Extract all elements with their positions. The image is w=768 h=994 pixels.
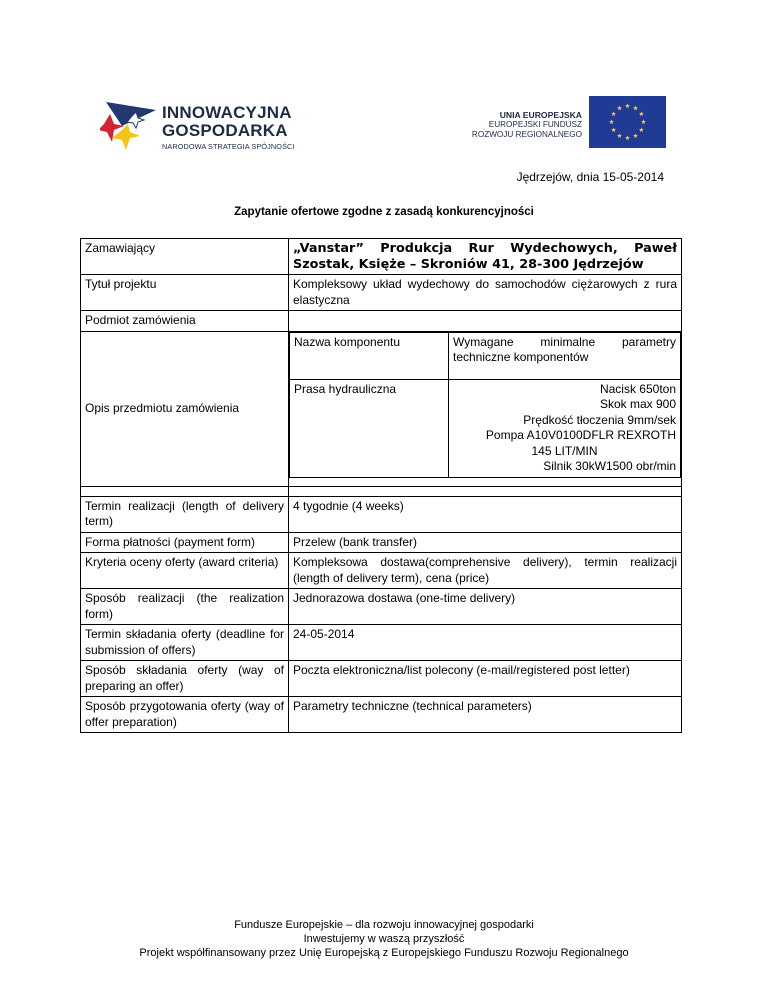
eu-logo — [448, 92, 666, 158]
footer-line-3: Projekt współfinansowany przez Unię Europejską z Europejskiego Funduszu Rozwoju Regionalnego — [139, 947, 629, 959]
table-row — [81, 311, 682, 332]
table-row — [81, 553, 682, 589]
forma-platnosci-value: Przelew (bank transfer) — [289, 532, 682, 553]
table-row — [81, 532, 682, 553]
opis-przedmiotu-label: Opis przedmiotu zamówienia — [81, 331, 289, 486]
spec-item: Pompa A10V0100DFLR REXROTH — [485, 428, 676, 442]
footer-line-2: Inwestujemy w waszą przyszłość — [303, 933, 465, 945]
sposob-realizacji-label: Sposób realizacji (the realization form) — [81, 589, 289, 625]
termin-realizacji-value: 4 tygodnie (4 weeks) — [289, 496, 682, 532]
date-line: Jędrzejów, dnia 15-05-2014 — [516, 170, 664, 184]
sposob-skladania-value: Poczta elektroniczna/list polecony (e-mail/registered post letter) — [289, 661, 682, 697]
table-row — [81, 486, 682, 496]
sposob-skladania-label: Sposób składania oferty (way of preparing an offer) — [81, 661, 289, 697]
spec-item: Nacisk 650ton — [599, 381, 676, 396]
component-name-header: Nazwa komponentu — [290, 332, 449, 379]
sposob-przygotowania-value: Parametry techniczne (technical parameters) — [289, 697, 682, 733]
podmiot-zamowienia-label: Podmiot zamówienia — [81, 311, 289, 332]
table-row — [81, 661, 682, 697]
eu-flag-icon — [589, 96, 666, 148]
table-row — [81, 496, 682, 532]
logo-line-3: NARODOWA STRATEGIA SPÓJNOŚCI — [162, 142, 295, 151]
page-footer — [0, 918, 768, 960]
table-row — [290, 379, 681, 477]
zamawiajacy-value: „Vanstar” Produkcja Rur Wydechowych, Paweł Szostak, Księże – Skroniów 41, 28-300 Jędrzejów — [289, 239, 682, 275]
table-row — [81, 625, 682, 661]
kryteria-label: Kryteria oceny oferty (award criteria) — [81, 553, 289, 589]
termin-skladania-value: 24-05-2014 — [289, 625, 682, 661]
eu-logo-line-1: UNIA EUROPEJSKA — [499, 110, 582, 120]
logo-line-1: INNOWACYJNA — [162, 103, 292, 122]
kryteria-value: Kompleksowa dostawa(comprehensive delivery), termin realizacji (length of delivery term), cena (price) — [289, 553, 682, 589]
zamawiajacy-label: Zamawiający — [81, 239, 289, 275]
spacer-cell — [289, 486, 682, 496]
opis-przedmiotu-cell — [289, 331, 682, 486]
spec-item: Prędkość tłoczenia 9mm/sek — [523, 412, 676, 427]
footer-line-1: Fundusze Europejskie – dla rozwoju innowacyjnej gospodarki — [234, 919, 534, 931]
termin-realizacji-label: Termin realizacji (length of delivery term) — [81, 496, 289, 532]
logo-line-2: GOSPODARKA — [162, 121, 288, 140]
eu-logo-line-2: EUROPEJSKI FUNDUSZ — [488, 120, 582, 129]
innowacyjna-gospodarka-logo — [100, 96, 340, 156]
component-params-header: Wymagane minimalne parametry techniczne komponentów — [449, 332, 681, 379]
spec-item: Skok max 900 — [599, 397, 676, 411]
tytul-projektu-label: Tytuł projektu — [81, 275, 289, 311]
stars-logo-icon — [100, 96, 158, 154]
table-row — [81, 589, 682, 625]
component-specs — [449, 379, 681, 477]
eu-logo-line-3: ROZWOJU REGIONALNEGO — [471, 130, 582, 139]
spec-item: Silnik 30kW1500 obr/min — [543, 459, 676, 473]
podmiot-zamowienia-value — [289, 311, 682, 332]
spec-item: 145 LIT/MIN — [531, 443, 598, 458]
spacer-cell — [81, 486, 289, 496]
component-name: Prasa hydrauliczna — [290, 379, 449, 477]
table-row — [81, 239, 682, 275]
table-row — [81, 697, 682, 733]
tytul-projektu-value: Kompleksowy układ wydechowy do samochodów ciężarowych z rura elastyczna — [289, 275, 682, 311]
components-table — [289, 332, 681, 478]
termin-skladania-label: Termin składania oferty (deadline for submission of offers) — [81, 625, 289, 661]
table-row — [81, 275, 682, 311]
document-heading: Zapytanie ofertowe zgodne z zasadą konkurencyjności — [234, 206, 534, 218]
sposob-przygotowania-label: Sposób przygotowania oferty (way of offer preparation) — [81, 697, 289, 733]
offer-table — [80, 238, 682, 733]
table-row — [290, 332, 681, 379]
sposob-realizacji-value: Jednorazowa dostawa (one-time delivery) — [289, 589, 682, 625]
table-row — [81, 331, 682, 486]
forma-platnosci-label: Forma płatności (payment form) — [81, 532, 289, 553]
